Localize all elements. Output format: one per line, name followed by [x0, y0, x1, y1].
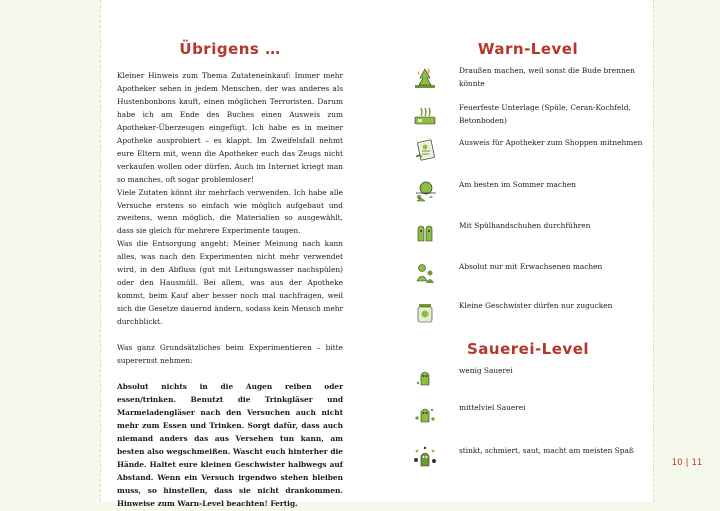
mess-item-text: stinkt, schmiert, saut, macht am meisten Spaß	[459, 446, 634, 455]
right-margin	[653, 0, 720, 502]
adult-supervision-icon	[413, 261, 437, 287]
mess-item-text: mittelviel Sauerei	[459, 403, 526, 412]
warn-item	[413, 137, 643, 165]
sauerei-level-heading: Sauerei-Level	[466, 340, 590, 358]
mess-item-text: wenig Sauerei	[459, 366, 513, 375]
tree-on-fire-icon	[413, 65, 437, 91]
mess-item	[413, 402, 643, 430]
paragraph-disposal: Was die Entsorgung angeht: Meiner Meinung nach kann alles, was nach den Experimenten nicht mehr verwendet wird, in den Abfluss (gut mit Leitungswasser nachspülen) oder den Hausmüll. Bei allem, was aus der Apotheke kommt, beim Kauf aber besser noch mal nachfragen, weil sich die Gesetze dauernd ändern, sodass kein Mensch mehr durchblickt.	[117, 239, 343, 327]
mess-item	[413, 445, 643, 473]
warn-item-text: Kleine Geschwister dürfen nur zugucken	[459, 301, 613, 310]
mess-item	[413, 365, 643, 393]
warn-item	[413, 300, 643, 328]
warn-item-text: Mit Spülhandschuhen durchführen	[459, 221, 591, 230]
summer-sun-icon	[413, 179, 437, 205]
warn-item	[413, 102, 643, 130]
jar-icon	[413, 300, 437, 326]
warn-item-text: Am besten im Sommer machen	[459, 180, 576, 189]
warn-item	[413, 65, 643, 93]
page-number-left: 10	[671, 458, 683, 468]
id-card-icon	[413, 137, 437, 163]
heat-pad-icon	[413, 102, 437, 128]
uebrigens-heading: Übrigens …	[179, 40, 281, 58]
mess-medium-icon	[413, 402, 437, 428]
warn-item-text: Absolut nur mit Erwachsenen machen	[459, 262, 603, 271]
warn-item-text: Draußen machen, weil sonst die Bude brennen könnte	[459, 66, 635, 88]
page-numbers	[654, 454, 720, 472]
right-column	[413, 40, 643, 455]
paragraph-reuse: Viele Zutaten könnt ihr mehrfach verwenden. Ich habe alle Versuche erstens so einfach wie möglich aufgebaut und zweitens, wenn möglich, die Materialien so ausgewählt, dass sie gleich für mehrere Experimente taugen.	[117, 187, 343, 236]
page-number-right: 11	[691, 458, 703, 468]
warn-item-text: Feuerfeste Unterlage (Spüle, Ceran-Kochfeld, Betonboden)	[459, 103, 631, 125]
warn-level-heading: Warn-Level	[477, 40, 579, 58]
warn-item	[413, 220, 643, 248]
paragraph-ingredients: Kleiner Hinweis zum Thema Zutateneinkauf: Immer mehr Apotheker sehen in jedem Menschen, der was anderes als Hustenbonbons kauft, einen möglichen Terroristen. Darum habe ich am Ende des Buches einen Ausweis zum Apotheker-Überzeugen eingefügt. Ich habe es in meiner Apotheke ausprobiert – es klappt. Im Zweifelsfall nehmt eure Eltern mit, wenn die Apotheker euch das Zeugs nicht verkaufen wollen oder dürfen. Auch im Internet kriegt man so manches, oft sogar problemloser!	[117, 71, 343, 184]
mess-small-icon	[413, 365, 437, 391]
warn-item	[413, 179, 643, 207]
paragraph-basics: Was ganz Grundsätzliches beim Experimentieren – bitte superernst nehmen:	[117, 343, 343, 366]
left-column	[117, 40, 343, 511]
warn-item	[413, 261, 643, 289]
warn-item-text: Ausweis für Apotheker zum Shoppen mitnehmen	[459, 138, 643, 147]
rubber-gloves-icon	[413, 220, 437, 246]
mess-large-icon	[413, 445, 437, 471]
left-margin	[0, 0, 101, 502]
book-spread	[101, 0, 653, 508]
paragraph-safety-rules: Absolut nichts in die Augen reiben oder essen/trinken. Benutzt die Trinkgläser und Marmeladengläser nach den Versuchen auch nicht mehr zum Essen und Trinken. Sorgt dafür, dass auch niemand anders das aus Versehen tun kann, am besten also wegschmeißen. Wascht euch hinterher die Hände. Haltet eure kleinen Geschwister halbwegs auf Abstand. Wenn ein Versuch irgendwo stehen bleiben muss, so hinstellen, dass sie nicht drankommen. Hinweise zum Warn-Level beachten! Fertig.	[117, 381, 343, 508]
page-number-separator: |	[685, 458, 689, 468]
